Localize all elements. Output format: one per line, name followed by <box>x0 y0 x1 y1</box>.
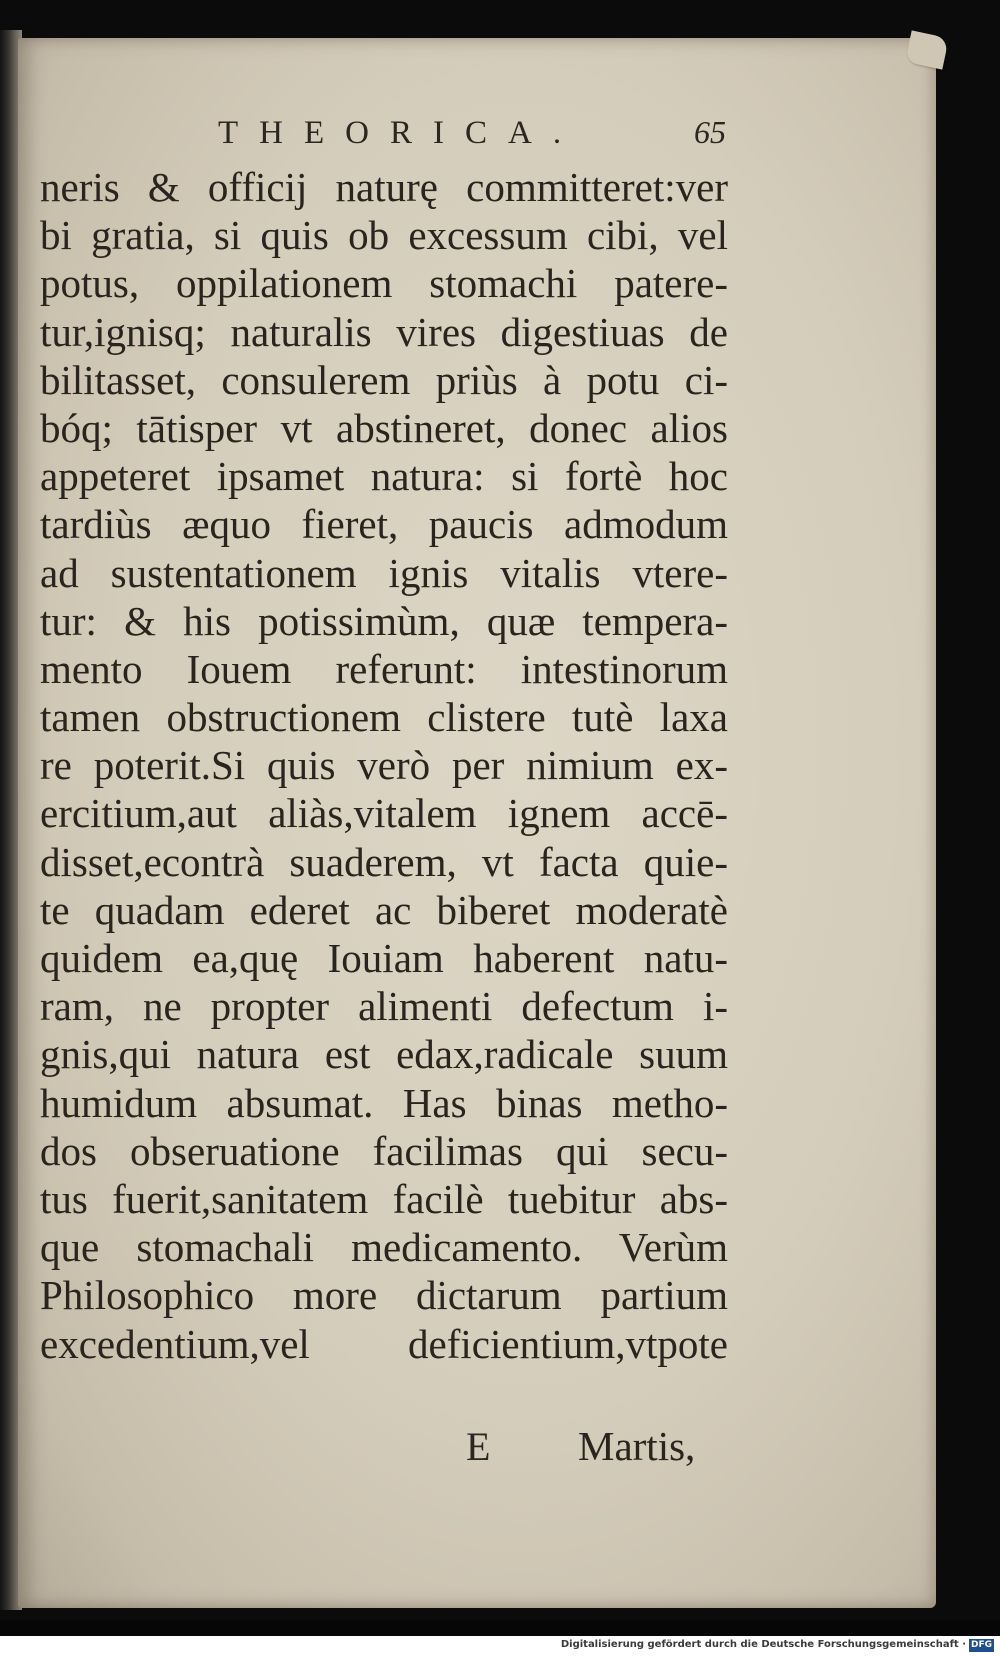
text-line: quidem ea,quę Iouiam haberent natu- <box>40 935 728 981</box>
text-line: disset,econtrà suaderem, vt facta quie- <box>40 838 728 885</box>
text-line: bilitasset, consulerem priùs à potu ci- <box>40 356 728 403</box>
text-line: ram, ne propter alimenti defectum i- <box>40 983 728 1030</box>
text-line: te quadam ederet ac biberet moderatè <box>40 886 728 933</box>
text-line: tamen obstructionem clistere tutè laxa <box>40 694 728 741</box>
text-line: dos obseruatione facilimas qui secu- <box>40 1127 728 1174</box>
text-line: potus, oppilationem stomachi patere- <box>40 260 728 307</box>
digitization-footer <box>0 1636 1000 1656</box>
text-line: Philosophico more dictarum partium <box>40 1272 728 1319</box>
text-line: appeteret ipsamet natura: si fortè hoc <box>40 453 728 500</box>
signature-mark: E <box>466 1424 491 1469</box>
body-text <box>40 163 728 1368</box>
page-corner-fold <box>905 30 949 69</box>
text-line: tur: & his potissimùm, quæ tempera- <box>40 597 728 644</box>
text-line: re poterit.Si quis verò per nimium ex- <box>40 742 728 789</box>
text-line: tus fuerit,sanitatem facilè tuebitur abs- <box>40 1175 728 1222</box>
text-line: ercitium,aut aliàs,vitalem ignem accē- <box>40 790 728 837</box>
text-line: excedentium,vel deficientium,vtpote <box>40 1320 728 1367</box>
dfg-logo-icon: DFG <box>970 1640 992 1650</box>
text-line: bóq; tātisper vt abstineret, donec alios <box>40 404 728 451</box>
text-line: mento Iouem referunt: intestinorum <box>40 645 728 692</box>
text-line: bi gratia, si quis ob excessum cibi, vel <box>40 212 728 259</box>
catchword: Martis, <box>578 1423 696 1469</box>
text-line: humidum absumat. Has binas metho- <box>40 1079 728 1126</box>
text-line: tur,ignisq; naturalis vires digestiuas de <box>40 308 728 355</box>
book-page <box>18 38 936 1608</box>
text-line: que stomachali medicamento. Verùm <box>40 1224 728 1271</box>
running-head: THEORICA. <box>218 115 583 151</box>
text-line: gnis,qui natura est edax,radicale suum <box>40 1031 728 1078</box>
text-line: neris & officij naturę committeret:ver <box>40 164 728 210</box>
text-line: tardiùs æquo fieret, paucis admodum <box>40 501 728 548</box>
text-line: ad sustentationem ignis vitalis vtere- <box>40 549 728 596</box>
funding-credit: Digitalisierung gefördert durch die Deutsche Forschungsgemeinschaft · <box>560 1639 966 1650</box>
page-number: 65 <box>694 114 726 150</box>
